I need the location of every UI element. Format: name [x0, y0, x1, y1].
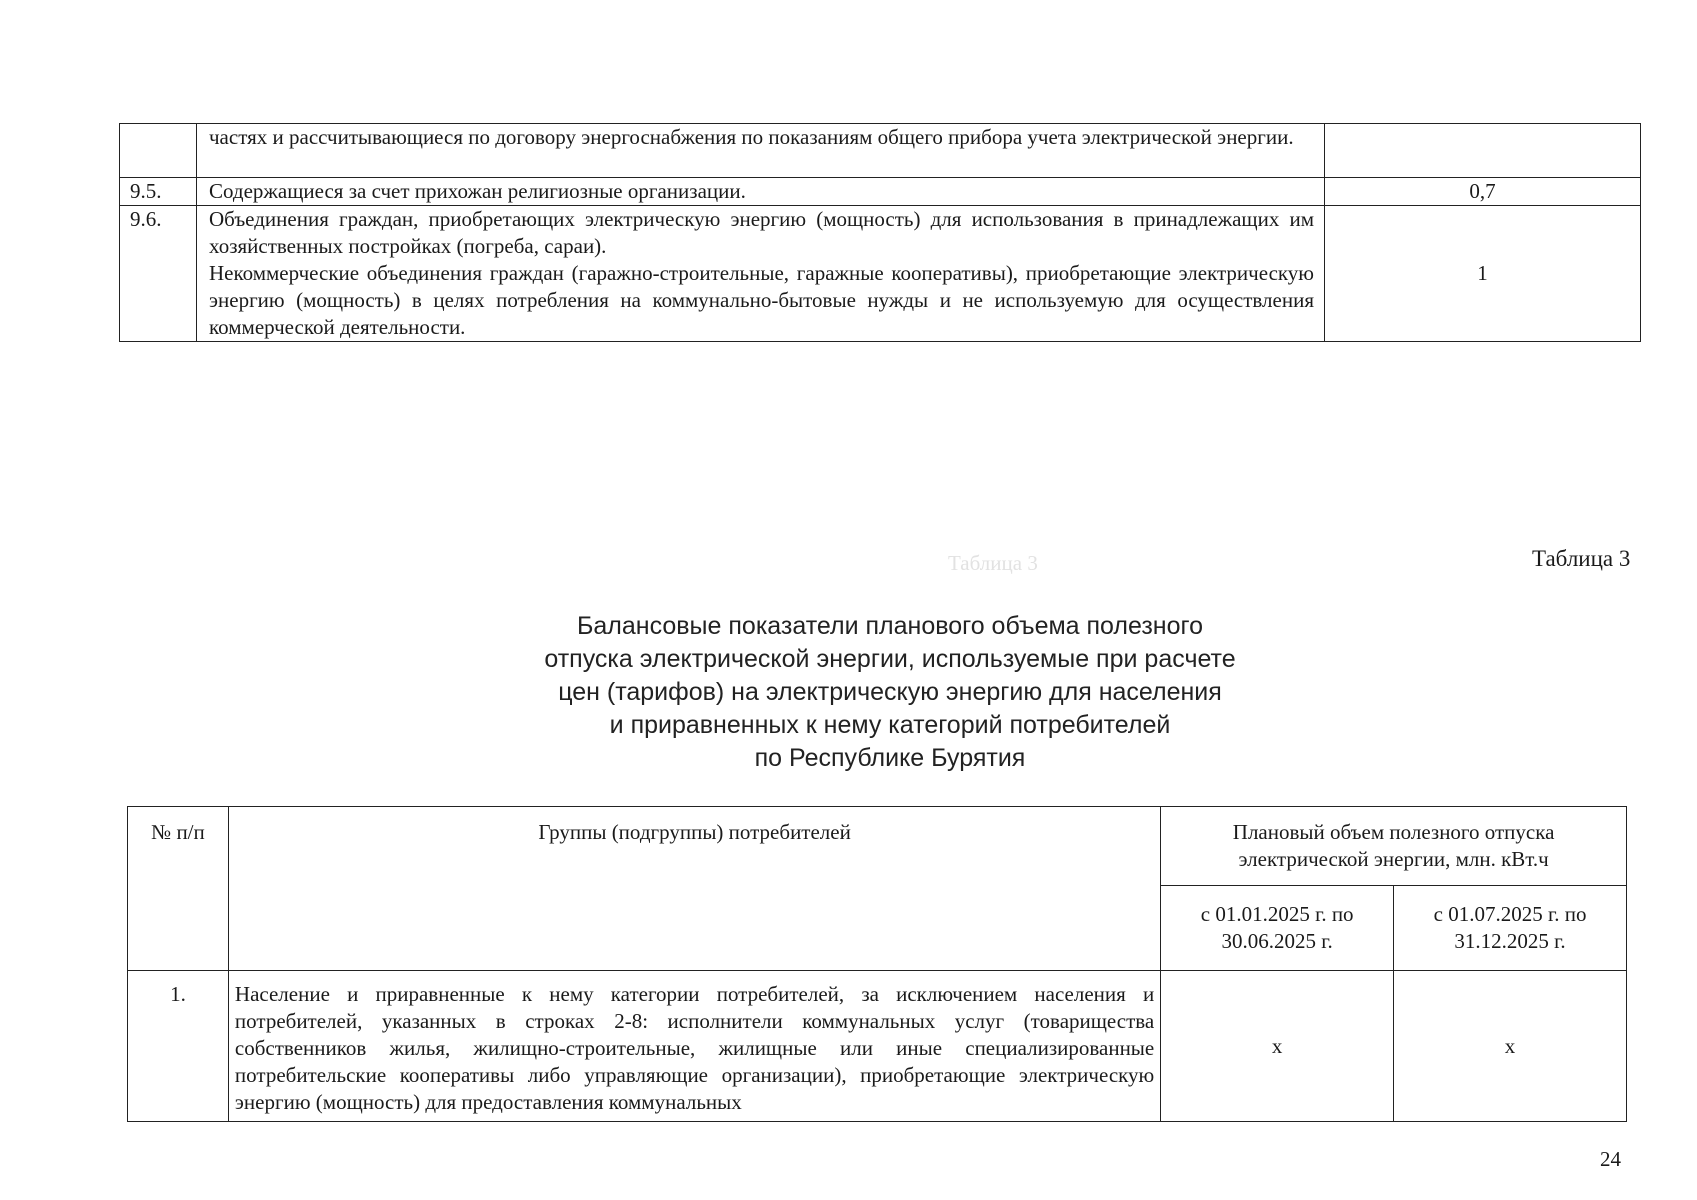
row-value-second-half: х — [1394, 971, 1627, 1122]
table-label: Таблица 3 — [1532, 546, 1631, 571]
header-number: № п/п — [128, 807, 229, 971]
heading-line: по Республике Бурятия — [754, 744, 1026, 772]
row-text-cell — [228, 971, 1160, 1122]
row-text-paragraph: Объединения граждан, приобретающих электрическую энергию (мощность) для использования в принадлежащих им хозяйственных постройках (погреба, сараи). — [209, 207, 1314, 258]
table-row — [120, 124, 1641, 178]
table-row — [128, 971, 1627, 1122]
page-number: 24 — [1600, 1147, 1621, 1171]
row-text: Содержащиеся за счет прихожан религиозные организации. — [197, 178, 1325, 206]
header-volume: Плановый объем полезного отпуска электрической энергии, млн. кВт.ч — [1161, 807, 1627, 886]
row-text — [197, 206, 1325, 342]
header-groups: Группы (подгруппы) потребителей — [228, 807, 1160, 971]
row-text: частях и рассчитывающиеся по договору энергоснабжения по показаниям общего прибора учета электрической энергии. — [197, 124, 1325, 178]
table-heading — [480, 610, 1300, 775]
table-row — [120, 178, 1641, 206]
heading-line: отпуска электрической энергии, используемые при расчете — [544, 645, 1236, 673]
header-period-first-half: с 01.01.2025 г. по 30.06.2025 г. — [1161, 885, 1394, 970]
row-number — [120, 124, 197, 178]
row-number: 9.6. — [120, 206, 197, 342]
header-row — [128, 807, 1627, 886]
faint-table-label: Таблица 3 — [948, 551, 1038, 575]
balance-indicators-table — [127, 806, 1627, 1122]
table-row — [120, 206, 1641, 342]
row-value: 1 — [1325, 206, 1641, 342]
row-text: Население и приравненные к нему категории потребителей, за исключением населения и потребителей, указанных в строках 2-8: исполнители коммунальных услуг (товарищества собственников жилья, жилищно-строительные, жилищные или иные специализированные потребительские кооперативы либо управляющие организации), приобретающие электрическую энергию (мощность) для предоставления коммунальных — [234, 982, 1155, 1114]
row-value — [1325, 124, 1641, 178]
row-value: 0,7 — [1325, 178, 1641, 206]
row-text-paragraph: Некоммерческие объединения граждан (гаражно-строительные, гаражные кооперативы), приобретающие электрическую энергию (мощность) в целях потребления на коммунально-бытовые нужды и не используемую для осуществления коммерческой деятельности. — [209, 261, 1314, 339]
heading-line: и приравненных к нему категорий потребителей — [609, 711, 1171, 739]
row-number: 9.5. — [120, 178, 197, 206]
heading-line: цен (тарифов) на электрическую энергию для населения — [558, 678, 1222, 706]
row-value-first-half: х — [1161, 971, 1394, 1122]
row-number: 1. — [128, 971, 229, 1122]
header-period-second-half: с 01.07.2025 г. по 31.12.2025 г. — [1394, 885, 1627, 970]
continuation-table — [119, 123, 1641, 342]
heading-line: Балансовые показатели планового объема полезного — [576, 612, 1203, 640]
